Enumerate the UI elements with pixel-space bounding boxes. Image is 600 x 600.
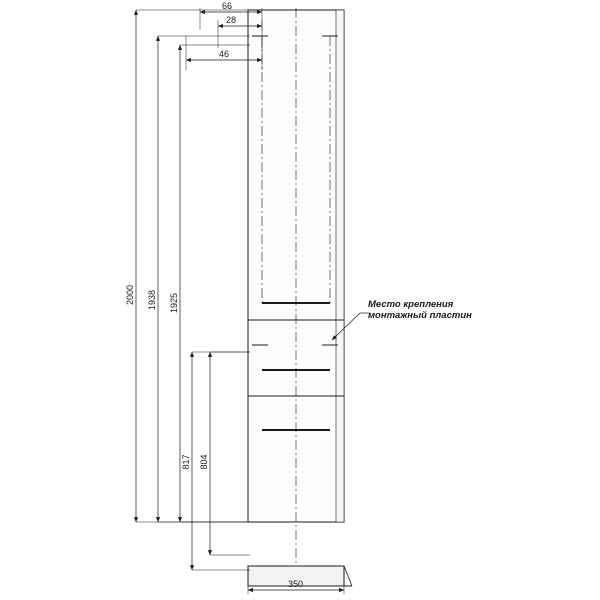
dimension-2000	[125, 10, 136, 522]
dimension-817-label: 817	[181, 454, 191, 470]
dimension-66-label: 66	[222, 1, 233, 11]
dimension-804-label: 804	[199, 454, 209, 470]
mount-note-line2: монтажный пластин	[368, 310, 472, 321]
dimension-28-label: 28	[226, 15, 237, 25]
mount-note-line1: Место крепления	[368, 299, 454, 310]
dimension-817	[181, 352, 192, 570]
mount-note	[368, 299, 472, 321]
dimension-1925-label: 1925	[169, 292, 179, 314]
dimension-1938	[147, 36, 158, 522]
dimension-2000-label: 2000	[125, 284, 135, 306]
dimension-350-label: 350	[288, 579, 304, 589]
dimension-46-label: 46	[219, 49, 230, 59]
dimension-804	[199, 352, 210, 555]
dimension-1925	[169, 45, 180, 522]
dimension-1938-label: 1938	[147, 289, 157, 311]
